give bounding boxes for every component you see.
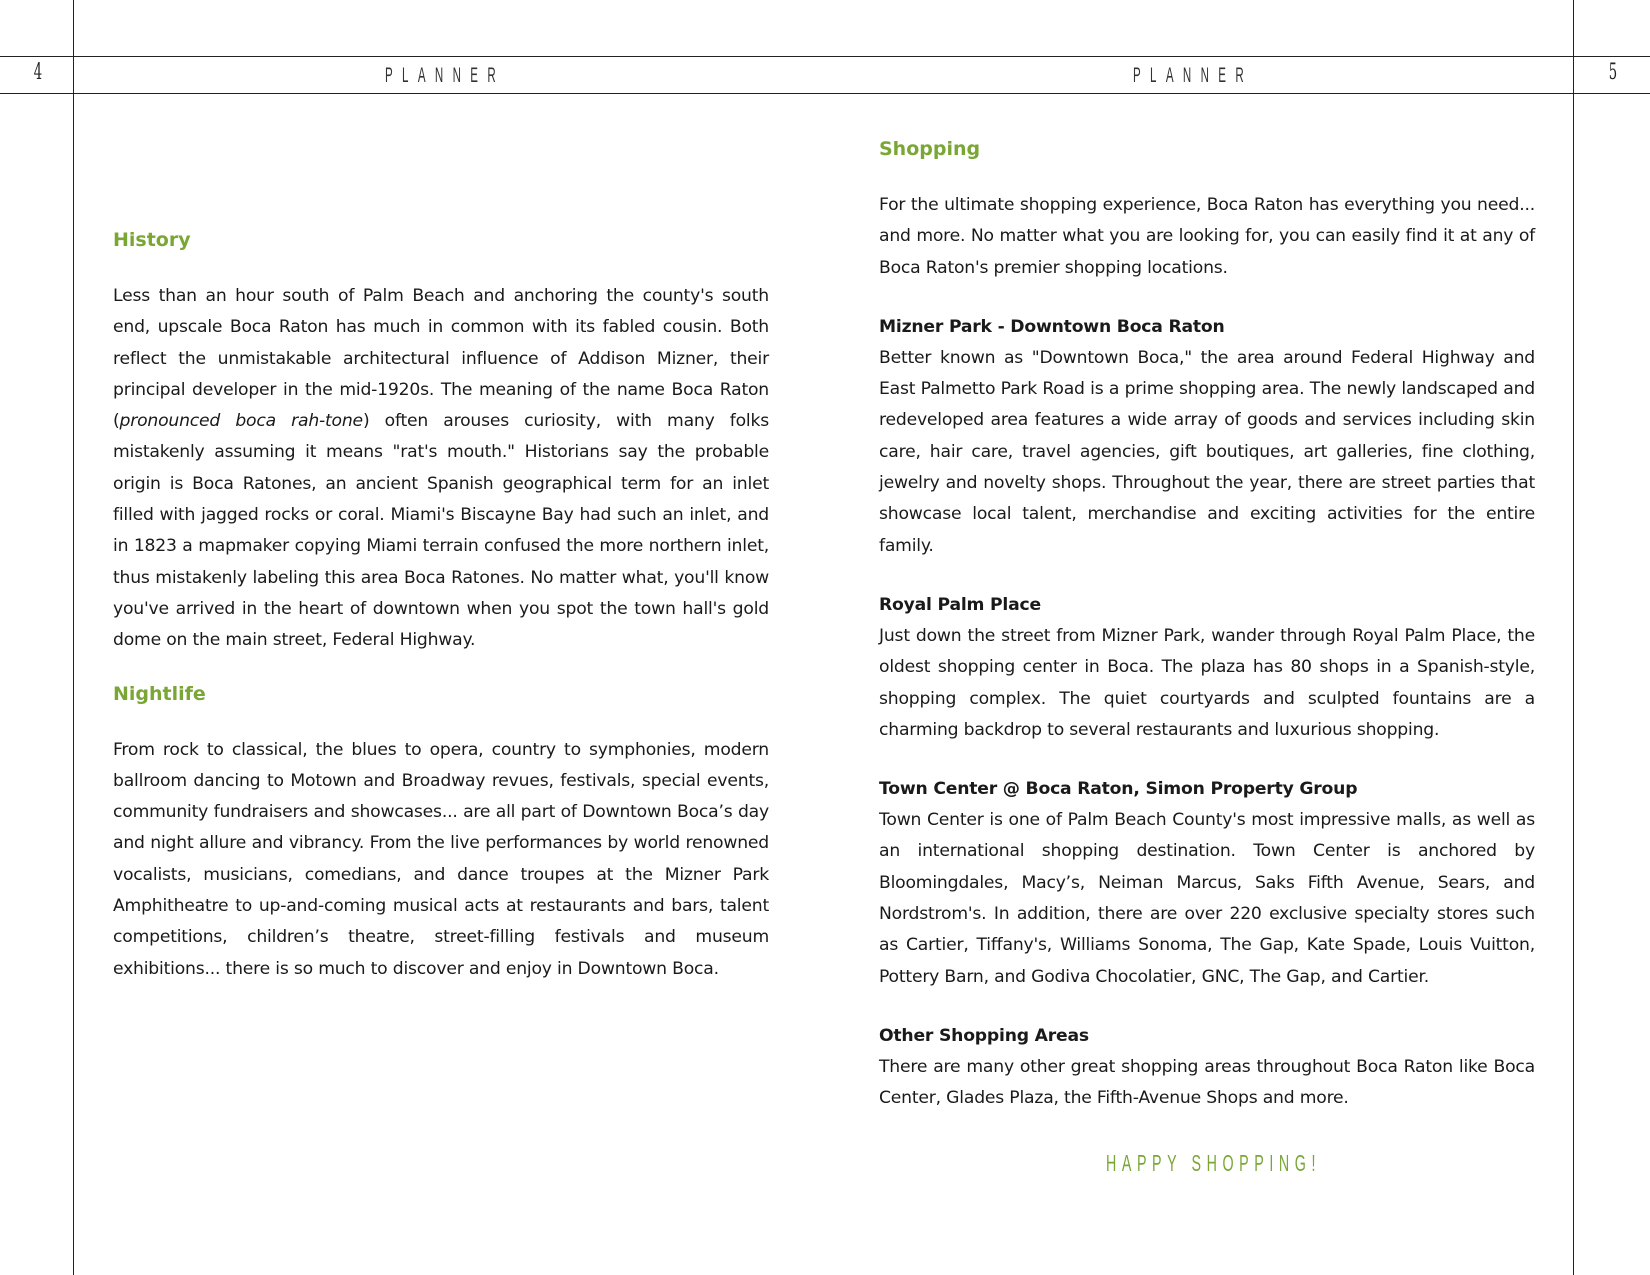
section-title: Other Shopping Areas xyxy=(879,1025,1089,1046)
section-title: Mizner Park - Downtown Boca Raton xyxy=(879,316,1225,337)
shopping-intro: For the ultimate shopping experience, Boca Raton has everything you need... and more. No matter what you are looking for, you can easily find it at any of Boca Raton's premier shopping locations. xyxy=(879,195,1535,278)
shopping-section-royal-palm-place xyxy=(879,590,1535,746)
happy-shopping-closing: HAPPY SHOPPING! xyxy=(1106,1150,1321,1176)
section-body: Better known as "Downtown Boca," the area around Federal Highway and East Palmetto Park Road is a prime shopping area. The newly landscaped and redeveloped area features a wide array of goods and services including skin care, hair care, travel agencies, gift boutiques, art galleries, fine clothing, jewelry and novelty shops. Throughout the year, there are street parties that showcase local talent, merchandise and exciting activities for the entire family. xyxy=(879,347,1535,556)
right-column xyxy=(879,138,1535,1115)
left-column xyxy=(113,229,769,985)
section-body: There are many other great shopping areas throughout Boca Raton like Boca Center, Glades Plaza, the Fifth-Avenue Shops and more. xyxy=(879,1056,1535,1109)
history-body xyxy=(113,281,769,657)
nightlife-body: From rock to classical, the blues to opera, country to symphonies, modern ballroom dancing to Motown and Broadway revues, festivals, special events, community fundraisers and showcases... are all part of Downtown Boca’s day and night allure and vibrancy. From the live performances by world renowned vocalists, musicians, comedians, and dance troupes at the Mizner Park Amphitheatre to up-and-coming musical acts at restaurants and bars, talent competitions, children’s theatre, street-filling festivals and museum exhibitions... there is so much to discover and enjoy in Downtown Boca. xyxy=(113,739,769,979)
shopping-heading: Shopping xyxy=(879,138,981,160)
history-body-pronunciation: pronounced boca rah-tone xyxy=(119,411,363,432)
right-margin-rule xyxy=(1573,0,1574,1275)
shopping-section-mizner-park xyxy=(879,312,1535,562)
history-body-end: ) often arouses curiosity, with many folks mistakenly assuming it means "rat's mouth." Historians say the probable origin is Boca Ratones, an ancient Spanish geographical term for an inlet filled with jagged rocks or coral. Miami's Biscayne Bay had such an inlet, and in 1823 a mapmaker copying Miami terrain confused the more northern inlet, thus mistakenly labeling this area Boca Ratones. No matter what, you'll know you've arrived in the heart of downtown when you spot the town hall's gold dome on the main street, Federal Highway. xyxy=(113,411,769,651)
section-title: Town Center @ Boca Raton, Simon Property Group xyxy=(879,779,1358,800)
shopping-section-town-center xyxy=(879,774,1535,993)
history-heading: History xyxy=(113,229,191,251)
section-body: Town Center is one of Palm Beach County's most impressive malls, as well as an international shopping destination. Town Center is anchored by Bloomingdales, Macy’s, Neiman Marcus, Saks Fifth Avenue, Sears, and Nordstrom's. In addition, there are over 220 exclusive specialty stores such as Cartier, Tiffany's, Williams Sonoma, The Gap, Kate Spade, Louis Vuitton, Pottery Barn, and Godiva Chocolatier, GNC, The Gap, and Cartier. xyxy=(879,810,1535,987)
shopping-section-other-areas xyxy=(879,1021,1535,1115)
section-body: Just down the street from Mizner Park, wander through Royal Palm Place, the oldest shopping center in Boca. The plaza has 80 shops in a Spanish-style, shopping complex. The quiet courtyards and sculpted fountains are a charming backdrop to several restaurants and luxurious shopping. xyxy=(879,625,1535,740)
history-body-start: Less than an hour south of Palm Beach and anchoring the county's south end, upscale Boca Raton has much in common with its fabled cousin. Both reflect the unmistakable architectural influence of Addison Mizner, their principal developer in the mid-1920s. The meaning of the name Boca Raton ( xyxy=(113,286,769,432)
right-page-number: 5 xyxy=(1608,60,1618,85)
nightlife-heading: Nightlife xyxy=(113,682,206,705)
left-margin-rule xyxy=(73,0,74,1275)
left-page-number: 4 xyxy=(33,60,43,85)
section-title: Royal Palm Place xyxy=(879,594,1041,615)
header-top-rule xyxy=(0,56,1650,57)
right-running-head: PLANNER xyxy=(1133,64,1254,87)
left-running-head: PLANNER xyxy=(385,64,506,87)
header-bottom-rule xyxy=(0,93,1650,94)
